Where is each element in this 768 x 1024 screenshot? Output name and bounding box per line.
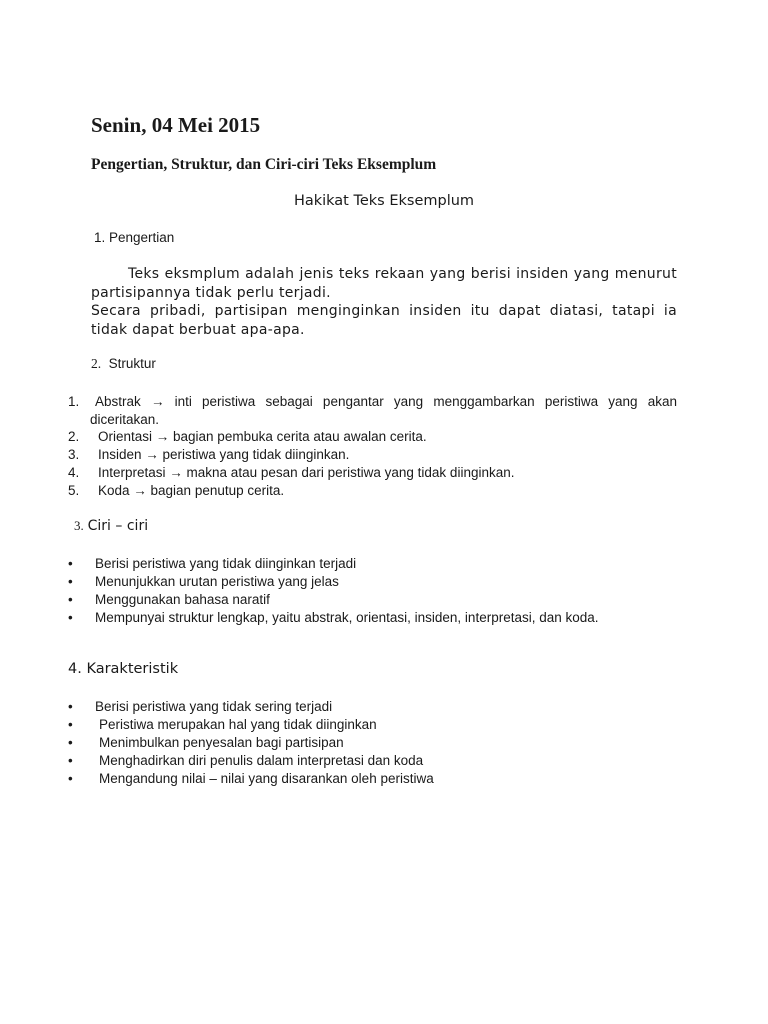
pengertian-paragraph-2: Secara pribadi, partisipan menginginkan insiden itu dapat diatasi, tatapi ia tidak dapat berbuat apa-apa. (91, 303, 677, 338)
struktur-item-1 (68, 393, 677, 429)
bullet-icon: • (68, 556, 73, 571)
bullet-icon: • (68, 610, 73, 625)
bullet-icon: • (68, 699, 73, 714)
struktur-item-2 (68, 428, 677, 446)
bullet-icon: • (68, 735, 73, 750)
list-number: 1. (68, 394, 80, 409)
list-number: 5. (68, 483, 80, 498)
bullet-icon: • (68, 753, 73, 768)
section-ciri-heading (74, 517, 148, 534)
bullet-icon: • (68, 574, 73, 589)
list-text: Koda → bagian penutup cerita. (98, 483, 285, 498)
list-text: Mengandung nilai – nilai yang disarankan oleh peristiwa (99, 771, 434, 786)
list-text: Berisi peristiwa yang tidak sering terjadi (95, 699, 333, 714)
struktur-item-4 (68, 464, 677, 482)
section-ciri-number: 3. (74, 518, 84, 533)
pengertian-paragraph-1: Teks eksmplum adalah jenis teks rekaan yang berisi insiden yang menurut partisipannya tidak perlu terjadi. (91, 266, 677, 301)
list-number: 3. (68, 447, 80, 462)
list-text: Insiden → peristiwa yang tidak diinginkan. (98, 447, 350, 462)
bullet-icon: • (68, 771, 73, 786)
list-number: 4. (68, 465, 80, 480)
list-text: Menggunakan bahasa naratif (95, 592, 270, 607)
list-text: Abstrak → inti peristiwa sebagai pengantar yang menggambarkan peristiwa yang akan diceritakan. (90, 394, 677, 427)
list-text: Menunjukkan urutan peristiwa yang jelas (95, 574, 339, 589)
section-karakteristik-heading: 4. Karakteristik (68, 661, 179, 677)
bullet-icon: • (68, 717, 73, 732)
struktur-item-3 (68, 446, 677, 464)
section-pengertian-heading: 1. Pengertian (94, 230, 175, 245)
document-date: Senin, 04 Mei 2015 (91, 113, 261, 137)
list-text: Berisi peristiwa yang tidak diinginkan terjadi (95, 556, 357, 571)
list-number: 2. (68, 429, 80, 444)
list-text: Mempunyai struktur lengkap, yaitu abstrak, orientasi, insiden, interpretasi, dan koda. (95, 610, 599, 625)
section-struktur-label: Struktur (108, 356, 156, 371)
document-title: Hakikat Teks Eksemplum (293, 193, 475, 209)
section-struktur-number: 2. (91, 356, 102, 371)
list-text: Orientasi → bagian pembuka cerita atau awalan cerita. (98, 429, 427, 444)
section-struktur-heading (91, 356, 156, 372)
list-text: Menimbulkan penyesalan bagi partisipan (99, 735, 344, 750)
section-ciri-label: Ciri – ciri (87, 518, 149, 534)
document-subtitle: Pengertian, Struktur, dan Ciri-ciri Teks Eksemplum (91, 156, 437, 173)
list-text: Peristiwa merupakan hal yang tidak diinginkan (99, 717, 377, 732)
bullet-icon: • (68, 592, 73, 607)
list-text: Interpretasi → makna atau pesan dari peristiwa yang tidak diinginkan. (98, 465, 515, 480)
list-text: Menghadirkan diri penulis dalam interpretasi dan koda (99, 753, 424, 768)
struktur-item-5 (68, 482, 677, 500)
